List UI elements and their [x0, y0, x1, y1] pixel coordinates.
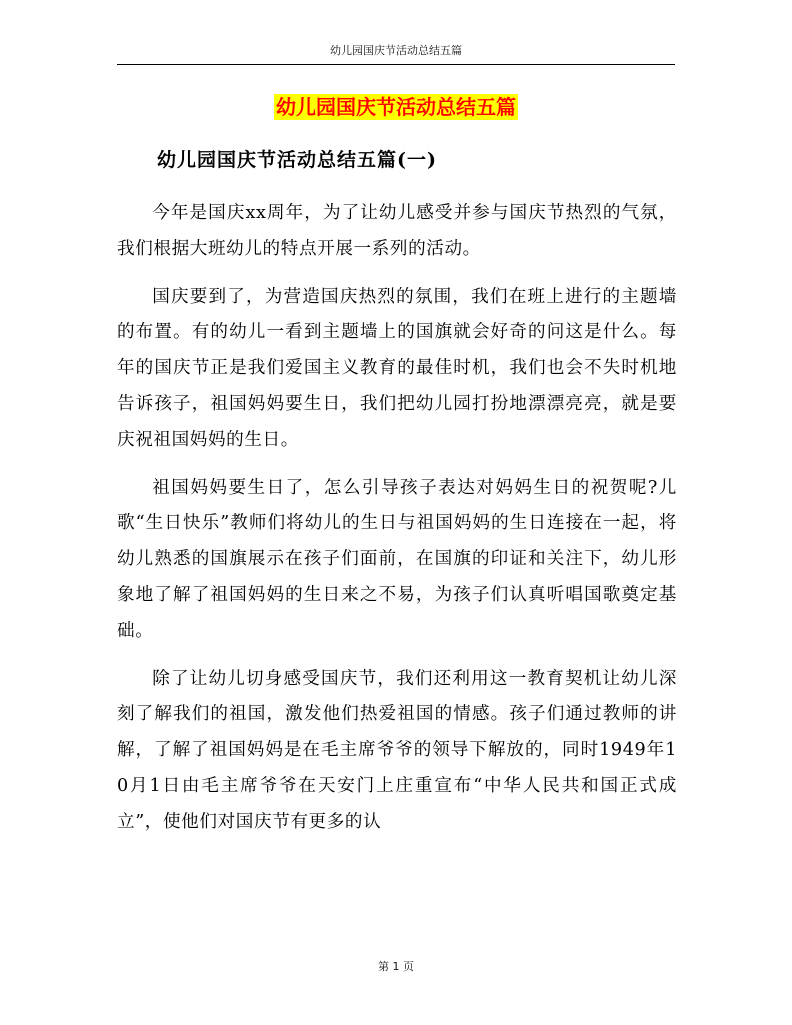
paragraph-4: 除了让幼儿切身感受国庆节，我们还利用这一教育契机让幼儿深刻了解我们的祖国，激发他们热爱祖国的情感。孩子们通过教师的讲解，了解了祖国妈妈是在毛主席爷爷的领导下解放的，同时1949年10月1日由毛主席爷爷在天安门上庄重宣布“中华人民共和国正式成立”，使他们对国庆节有更多的认 [117, 668, 677, 832]
section-heading: 幼儿园国庆节活动总结五篇(一) [157, 149, 437, 171]
document-title-container [0, 94, 792, 120]
running-header: 幼儿园国庆节活动总结五篇 [330, 44, 462, 57]
header-divider [117, 64, 675, 65]
paragraph-2: 国庆要到了，为营造国庆热烈的氛围，我们在班上进行的主题墙的布置。有的幼儿一看到主题墙上的国旗就会好奇的问这是什么。每年的国庆节正是我们爱国主义教育的最佳时机，我们也会不失时机地告诉孩子，祖国妈妈要生日，我们把幼儿园打扮地漂漂亮亮，就是要庆祝祖国妈妈的生日。 [117, 286, 677, 450]
document-title: 幼儿园国庆节活动总结五篇 [276, 95, 516, 119]
page-number: 第 1 页 [378, 960, 414, 973]
paragraph-1: 今年是国庆xx周年，为了让幼儿感受并参与国庆节热烈的气氛，我们根据大班幼儿的特点开展一系列的活动。 [117, 203, 677, 259]
body-text [117, 196, 677, 853]
paragraph-3: 祖国妈妈要生日了，怎么引导孩子表达对妈妈生日的祝贺呢?儿歌“生日快乐”教师们将幼儿的生日与祖国妈妈的生日连接在一起，将幼儿熟悉的国旗展示在孩子们面前，在国旗的印证和关注下，幼儿形象地了解了祖国妈妈的生日来之不易，为孩子们认真听唱国歌奠定基础。 [117, 477, 677, 641]
